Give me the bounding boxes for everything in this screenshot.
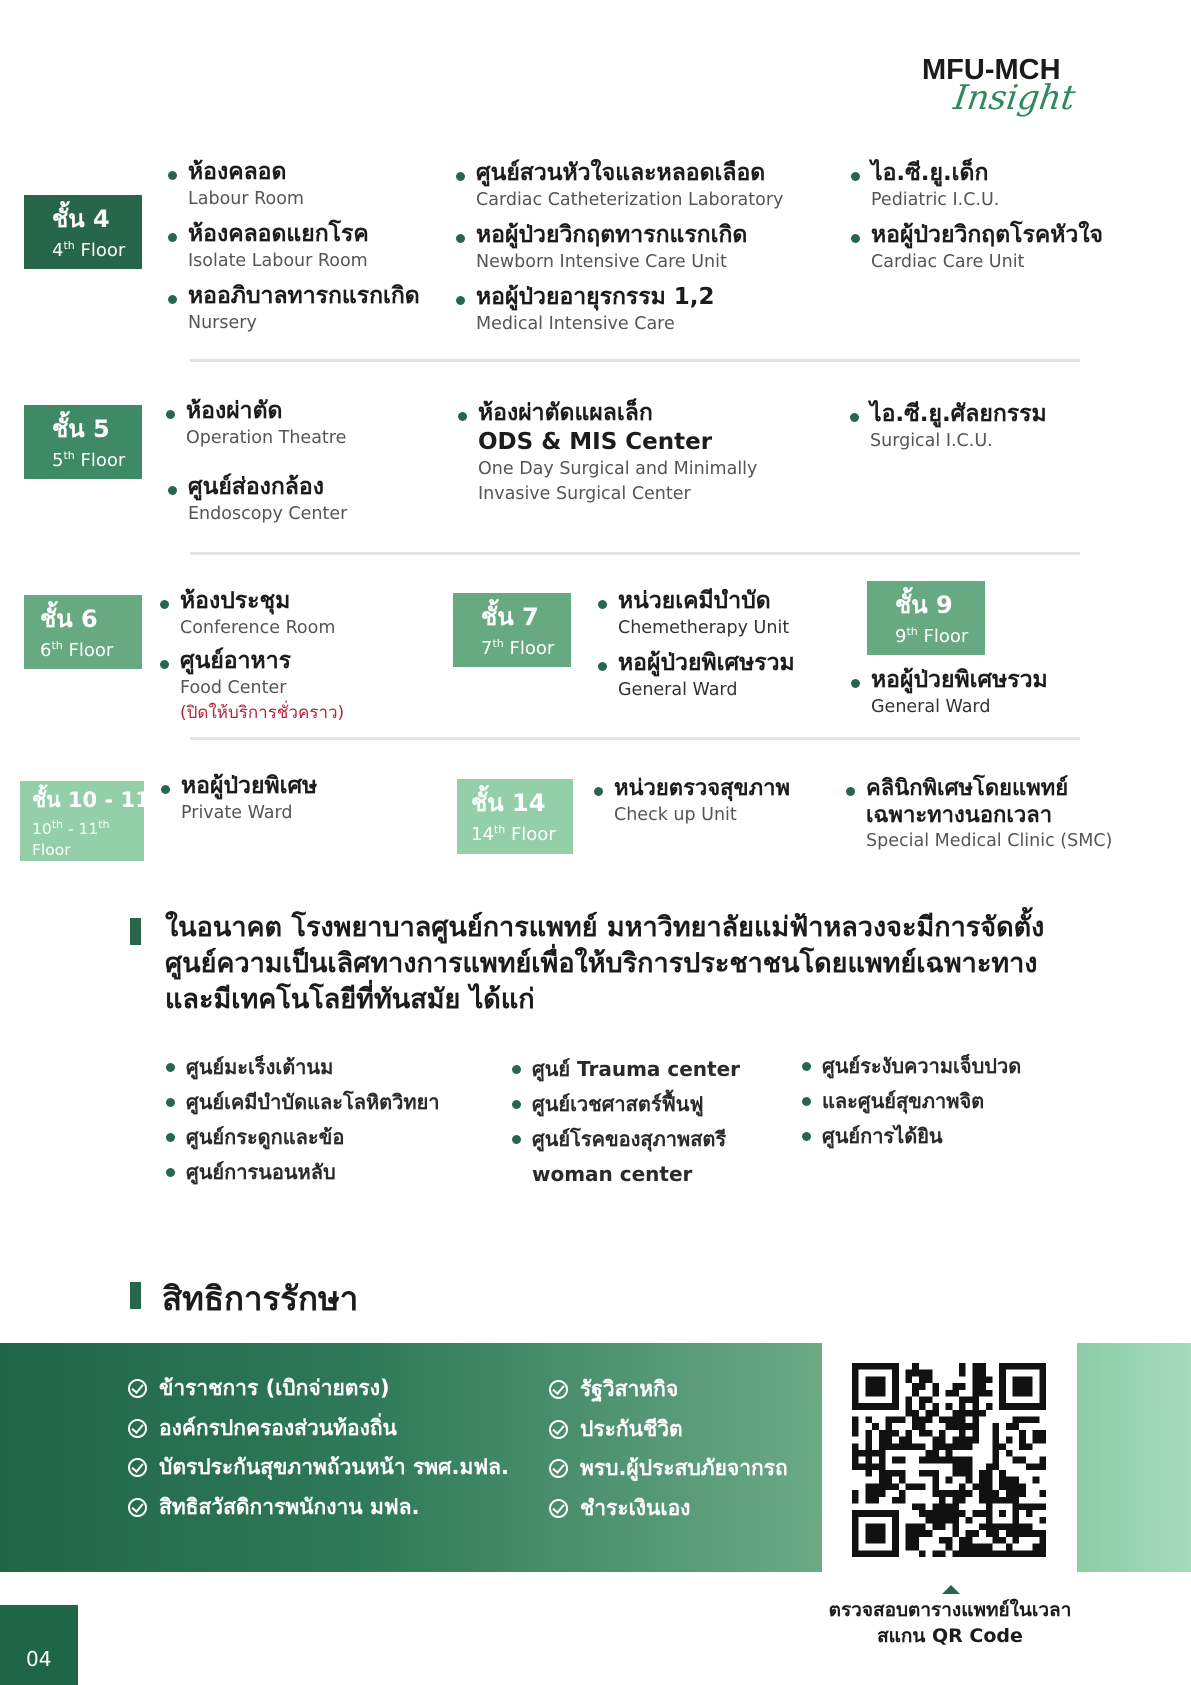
- arrow-up-icon: [942, 1585, 960, 1594]
- floor-badge-5: [24, 405, 142, 479]
- center-item: ศูนย์มะเร็งเต้านม: [186, 1050, 440, 1085]
- unit-th: หอผู้ป่วยอายุรกรรม 1,2: [476, 284, 715, 310]
- unit-th: ศูนย์อาหาร: [180, 647, 344, 676]
- unit-th: หน่วยตรวจสุขภาพ: [614, 776, 790, 801]
- center-item: ศูนย์การได้ยิน: [822, 1119, 1021, 1154]
- unit-food-center: [180, 647, 344, 725]
- unit-nicu: [476, 221, 747, 275]
- unit-en: Nursery: [188, 313, 257, 333]
- unit-en: Conference Room: [180, 618, 336, 638]
- future-line3: และมีเทคโนโลยีที่ทันสมัย ได้แก่: [165, 984, 535, 1015]
- section-marker: [130, 918, 141, 945]
- floor-badge-14: [457, 779, 573, 854]
- unit-th: ห้องคลอดแยกโรค: [188, 221, 369, 247]
- floor-badge-en: 10th - 11th: [32, 818, 110, 839]
- center-item: ศูนย์ Trauma center: [532, 1052, 740, 1087]
- unit-th-sub: ODS & MIS Center: [478, 429, 713, 455]
- check-circle-icon: [549, 1420, 568, 1439]
- check-circle-icon: [128, 1379, 147, 1398]
- unit-surgical-icu: [870, 400, 1047, 454]
- floor-badge-4: [24, 195, 142, 269]
- unit-note: (ปิดให้บริการชั่วคราว): [180, 703, 345, 723]
- center-item: ศูนย์เวชศาสตร์ฟื้นฟู: [532, 1087, 740, 1122]
- unit-private-ward: [181, 772, 317, 826]
- floor-badge-th: ชั้น 14: [471, 789, 546, 817]
- center-item: และศูนย์สุขภาพจิต: [822, 1084, 1021, 1119]
- unit-pediatric-icu: [871, 159, 999, 213]
- floor-badge-th: ชั้น 10 - 11: [32, 788, 150, 812]
- unit-isolate-labour-room: [188, 220, 369, 274]
- unit-en: Endoscopy Center: [188, 504, 348, 524]
- unit-th: ไอ.ซี.ยู.เด็ก: [871, 159, 999, 188]
- unit-endoscopy-center: [188, 473, 347, 527]
- center-item: ศูนย์เคมีบำบัดและโลหิตวิทยา: [186, 1085, 440, 1120]
- unit-th: ห้องประชุม: [180, 587, 335, 616]
- unit-en: General Ward: [618, 680, 738, 700]
- unit-cardiac-care-unit: [871, 221, 1103, 275]
- floor-badge-6: [24, 595, 142, 669]
- floor-badge-th: ชั้น 4: [52, 205, 110, 233]
- unit-th: ศูนย์สวนหัวใจและหลอดเลือด: [476, 159, 783, 188]
- floor-badge-en: 4th Floor: [52, 239, 126, 261]
- unit-th: หอผู้ป่วยวิกฤตโรคหัวใจ: [871, 222, 1104, 248]
- floor-badge-9: [867, 581, 985, 655]
- rights-band-accent: [1077, 1343, 1191, 1572]
- check-circle-icon: [128, 1498, 147, 1517]
- unit-en: Isolate Labour Room: [188, 251, 368, 271]
- rights-item: [128, 1409, 509, 1449]
- floor-badge-10-11: [20, 781, 150, 861]
- qr-caption: [790, 1597, 1110, 1649]
- section-divider: [190, 737, 1080, 740]
- check-circle-icon: [128, 1419, 147, 1438]
- qr-caption-line1: ตรวจสอบตารางแพทย์ในเวลา: [828, 1599, 1072, 1621]
- section-divider: [190, 359, 1080, 362]
- qr-code-icon: [852, 1363, 1046, 1557]
- unit-ods-mis-center: [478, 399, 757, 507]
- rights-label: บัตรประกันสุขภาพถ้วนหน้า รพศ.มฟล.: [159, 1455, 510, 1479]
- unit-conference-room: [180, 587, 335, 641]
- check-circle-icon: [549, 1459, 568, 1478]
- future-line1: ในอนาคต โรงพยาบาลศูนย์การแพทย์ มหาวิทยาลัยแม่ฟ้าหลวงจะมีการจัดตั้ง: [165, 912, 1045, 943]
- unit-th: หน่วยเคมีบำบัด: [618, 587, 789, 616]
- rights-label: พรบ.ผู้ประสบภัยจากรถ: [580, 1456, 788, 1480]
- unit-labour-room: [188, 158, 304, 212]
- unit-en: Food Center: [180, 678, 287, 698]
- check-circle-icon: [549, 1380, 568, 1399]
- rights-label: สิทธิสวัสดิการพนักงาน มฟล.: [159, 1494, 420, 1519]
- unit-en-sub: Invasive Surgical Center: [478, 484, 691, 504]
- center-item: ศูนย์การนอนหลับ: [186, 1155, 440, 1190]
- qr-caption-line2: สแกน QR Code: [877, 1625, 1023, 1647]
- future-centers-col2: [532, 1052, 740, 1192]
- check-circle-icon: [549, 1499, 568, 1518]
- logo-line2: Insight: [951, 78, 1078, 118]
- rights-item: [128, 1369, 509, 1409]
- floor-badge-th: ชั้น 7: [481, 603, 539, 631]
- unit-general-ward-9: [871, 666, 1048, 720]
- unit-en: Surgical I.C.U.: [870, 431, 993, 451]
- unit-en: General Ward: [871, 697, 991, 717]
- floor-badge-7: [453, 593, 571, 667]
- unit-th: หอผู้ป่วยพิเศษ: [181, 773, 318, 799]
- rights-label: รัฐวิสาหกิจ: [580, 1377, 679, 1401]
- unit-special-medical-clinic: [866, 774, 1112, 854]
- mfu-mch-insight-logo: [922, 54, 1092, 134]
- unit-en: Private Ward: [181, 803, 293, 823]
- rights-title: สิทธิการรักษา: [162, 1279, 359, 1318]
- unit-th: หอผู้ป่วยวิกฤตทารกแรกเกิด: [476, 222, 748, 248]
- unit-th: ศูนย์ส่องกล้อง: [188, 473, 347, 502]
- unit-th: หอผู้ป่วยพิเศษรวม: [618, 650, 795, 676]
- unit-th-sub: เฉพาะทางนอกเวลา: [866, 803, 1053, 828]
- rights-col1: [128, 1369, 509, 1527]
- rights-item: [128, 1448, 509, 1488]
- check-circle-icon: [128, 1458, 147, 1477]
- center-item: ศูนย์กระดูกและข้อ: [186, 1120, 440, 1155]
- future-centers-col3: [822, 1049, 1021, 1154]
- doctor-schedule-qr-code[interactable]: [842, 1353, 1056, 1567]
- unit-th: ไอ.ซี.ยู.ศัลยกรรม: [870, 401, 1047, 427]
- unit-en: One Day Surgical and Minimally: [478, 459, 758, 479]
- floor-badge-en: 6th Floor: [40, 639, 114, 661]
- unit-chemotherapy: [618, 587, 789, 641]
- unit-general-ward-7: [618, 649, 795, 703]
- unit-en: Pediatric I.C.U.: [871, 190, 1000, 210]
- unit-th: หออภิบาลทารกแรกเกิด: [188, 283, 420, 309]
- rights-item: [549, 1370, 788, 1410]
- future-headline: [165, 910, 1095, 1018]
- logo-line1: MFU-MCH: [922, 54, 1061, 86]
- floor-badge-th: ชั้น 6: [40, 605, 98, 633]
- unit-en: Labour Room: [188, 189, 304, 209]
- unit-cardiac-cath-lab: [476, 159, 783, 213]
- center-item: ศูนย์ระงับความเจ็บปวด: [822, 1049, 1021, 1084]
- page-number: 04: [0, 1605, 78, 1685]
- unit-en: Cardiac Catheterization Laboratory: [476, 190, 784, 210]
- rights-col2: [549, 1370, 788, 1528]
- future-line2: ศูนย์ความเป็นเลิศทางการแพทย์เพื่อให้บริการประชาชนโดยแพทย์เฉพาะทาง: [165, 948, 1038, 979]
- unit-medical-intensive-care: [476, 283, 715, 337]
- unit-nursery: [188, 282, 420, 336]
- unit-en: Medical Intensive Care: [476, 314, 675, 334]
- unit-th: ห้องผ่าตัดแผลเล็ก: [478, 399, 757, 428]
- unit-th: ห้องคลอด: [188, 158, 304, 187]
- floor-badge-en: 7th Floor: [481, 637, 555, 659]
- rights-label: ชำระเงินเอง: [580, 1495, 691, 1520]
- rights-label: ข้าราชการ (เบิกจ่ายตรง): [159, 1376, 390, 1400]
- rights-item: [549, 1489, 788, 1529]
- floor-badge-en: 14th Floor: [471, 823, 556, 845]
- rights-item: [128, 1488, 509, 1528]
- floor-badge-en: 5th Floor: [52, 449, 126, 471]
- floor-badge-word: Floor: [32, 841, 71, 860]
- unit-operation-theatre: [186, 397, 346, 451]
- rights-label: องค์กรปกครองส่วนท้องถิ่น: [159, 1415, 397, 1440]
- floor-badge-th: ชั้น 5: [52, 415, 110, 443]
- unit-en: Operation Theatre: [186, 428, 347, 448]
- unit-en: Check up Unit: [614, 805, 737, 825]
- unit-th: คลินิกพิเศษโดยแพทย์: [866, 774, 1112, 803]
- floor-badge-th: ชั้น 9: [895, 591, 953, 619]
- rights-item: [549, 1449, 788, 1489]
- unit-en: Cardiac Care Unit: [871, 252, 1025, 272]
- section-divider: [190, 552, 1080, 555]
- unit-th: หอผู้ป่วยพิเศษรวม: [871, 667, 1048, 693]
- unit-en: Newborn Intensive Care Unit: [476, 252, 727, 272]
- rights-item: [549, 1410, 788, 1450]
- unit-en: Special Medical Clinic (SMC): [866, 831, 1113, 851]
- unit-en: Chemetherapy Unit: [618, 618, 790, 638]
- floor-badge-en: 9th Floor: [895, 625, 969, 647]
- unit-th: ห้องผ่าตัด: [186, 397, 346, 426]
- center-item: woman center: [532, 1162, 693, 1186]
- center-item: ศูนย์โรคของสุภาพสตรี: [532, 1122, 740, 1157]
- section-marker: [130, 1282, 141, 1309]
- future-centers-col1: [186, 1050, 440, 1190]
- unit-check-up: [614, 774, 790, 828]
- rights-label: ประกันชีวิต: [580, 1416, 683, 1441]
